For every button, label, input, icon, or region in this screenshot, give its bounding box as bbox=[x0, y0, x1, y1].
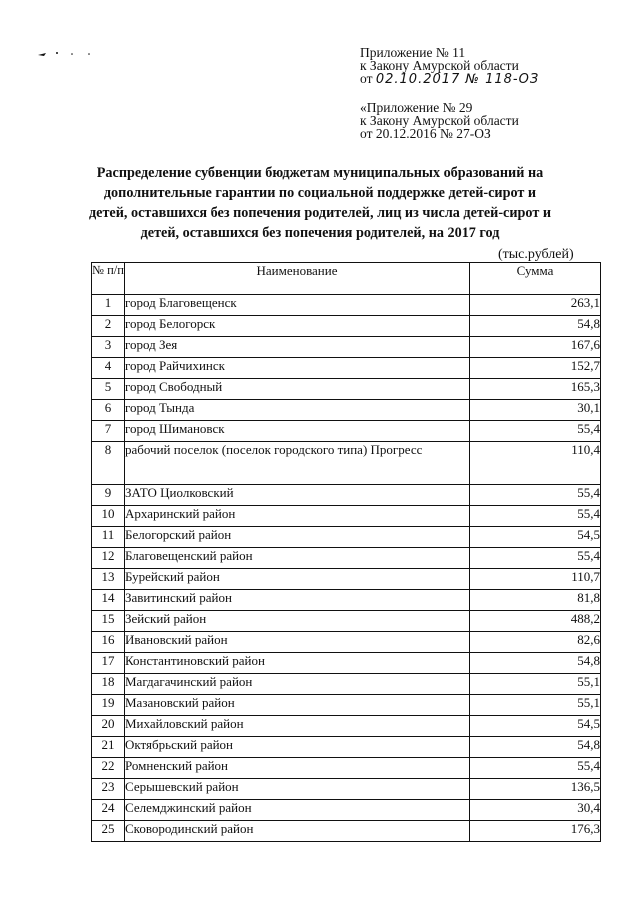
table-row bbox=[92, 316, 601, 337]
table-row bbox=[92, 653, 601, 674]
row-sum: 55,4 bbox=[470, 421, 601, 442]
row-name: Мазановский район bbox=[125, 695, 470, 716]
table-row bbox=[92, 674, 601, 695]
row-number: 17 bbox=[92, 653, 125, 674]
table-row bbox=[92, 695, 601, 716]
column-header-sum: Сумма bbox=[470, 263, 601, 295]
table-row bbox=[92, 779, 601, 800]
scan-mark bbox=[37, 50, 97, 58]
row-number: 1 bbox=[92, 295, 125, 316]
prior-appendix-law-ref: к Закону Амурской области bbox=[360, 113, 519, 128]
row-sum: 55,1 bbox=[470, 674, 601, 695]
table-row bbox=[92, 758, 601, 779]
row-name: Октябрьский район bbox=[125, 737, 470, 758]
row-name: город Белогорск bbox=[125, 316, 470, 337]
row-number: 19 bbox=[92, 695, 125, 716]
row-sum: 82,6 bbox=[470, 632, 601, 653]
row-sum: 54,5 bbox=[470, 527, 601, 548]
appendix-number: Приложение № 11 bbox=[360, 45, 466, 60]
row-name: город Благовещенск bbox=[125, 295, 470, 316]
row-sum: 152,7 bbox=[470, 358, 601, 379]
table-row bbox=[92, 421, 601, 442]
row-sum: 81,8 bbox=[470, 590, 601, 611]
row-name: Архаринский район bbox=[125, 506, 470, 527]
document-title: Распределение субвенции бюджетам муниципальных образований на дополнительные гарантии по социальной поддержке детей-сирот и детей, оставшихся без попечения родителей, лиц из числа детей-сирот и детей, оставшихся без попечения родителей, на 2017 год bbox=[88, 165, 552, 241]
table-row bbox=[92, 358, 601, 379]
row-sum: 30,1 bbox=[470, 400, 601, 421]
row-sum: 30,4 bbox=[470, 800, 601, 821]
table-row bbox=[92, 821, 601, 842]
appendix-law-ref: к Закону Амурской области bbox=[360, 58, 519, 73]
row-name: город Зея bbox=[125, 337, 470, 358]
table-row bbox=[92, 569, 601, 590]
table-row bbox=[92, 632, 601, 653]
row-name: Бурейский район bbox=[125, 569, 470, 590]
row-number: 14 bbox=[92, 590, 125, 611]
row-sum: 54,8 bbox=[470, 653, 601, 674]
row-number: 3 bbox=[92, 337, 125, 358]
row-sum: 54,8 bbox=[470, 316, 601, 337]
row-name: Серышевский район bbox=[125, 779, 470, 800]
row-name: Магдагачинский район bbox=[125, 674, 470, 695]
row-number: 10 bbox=[92, 506, 125, 527]
row-number: 22 bbox=[92, 758, 125, 779]
row-number: 18 bbox=[92, 674, 125, 695]
row-sum: 167,6 bbox=[470, 337, 601, 358]
table-row bbox=[92, 737, 601, 758]
prior-appendix-date: от 20.12.2016 № 27-ОЗ bbox=[360, 126, 491, 141]
row-number: 4 bbox=[92, 358, 125, 379]
row-name: город Свободный bbox=[125, 379, 470, 400]
row-name: Благовещенский район bbox=[125, 548, 470, 569]
row-number: 13 bbox=[92, 569, 125, 590]
column-header-number: № п/п bbox=[92, 263, 125, 295]
row-name: Белогорский район bbox=[125, 527, 470, 548]
row-sum: 55,4 bbox=[470, 758, 601, 779]
row-name: город Шимановск bbox=[125, 421, 470, 442]
row-name: Селемджинский район bbox=[125, 800, 470, 821]
row-name: Завитинский район bbox=[125, 590, 470, 611]
column-header-name: Наименование bbox=[125, 263, 470, 295]
row-number: 6 bbox=[92, 400, 125, 421]
row-number: 23 bbox=[92, 779, 125, 800]
row-number: 7 bbox=[92, 421, 125, 442]
table-row bbox=[92, 295, 601, 316]
row-number: 8 bbox=[92, 442, 125, 485]
row-sum: 110,7 bbox=[470, 569, 601, 590]
row-sum: 488,2 bbox=[470, 611, 601, 632]
distribution-table bbox=[91, 262, 601, 842]
appendix-header bbox=[360, 46, 539, 85]
row-number: 16 bbox=[92, 632, 125, 653]
row-name: Константиновский район bbox=[125, 653, 470, 674]
row-name: город Тында bbox=[125, 400, 470, 421]
table-row bbox=[92, 527, 601, 548]
row-name: Ромненский район bbox=[125, 758, 470, 779]
table-row bbox=[92, 548, 601, 569]
table-row bbox=[92, 506, 601, 527]
appendix-date-line: от 02.10.2017 № 118-ОЗ bbox=[360, 71, 540, 87]
table-row bbox=[92, 337, 601, 358]
row-number: 24 bbox=[92, 800, 125, 821]
row-name: Сковородинский район bbox=[125, 821, 470, 842]
table-row bbox=[92, 590, 601, 611]
row-name: Ивановский район bbox=[125, 632, 470, 653]
row-sum: 55,1 bbox=[470, 695, 601, 716]
row-sum: 165,3 bbox=[470, 379, 601, 400]
row-name: город Райчихинск bbox=[125, 358, 470, 379]
row-sum: 55,4 bbox=[470, 548, 601, 569]
row-sum: 54,8 bbox=[470, 737, 601, 758]
table-row bbox=[92, 800, 601, 821]
table-row bbox=[92, 716, 601, 737]
table-row bbox=[92, 442, 601, 485]
row-number: 11 bbox=[92, 527, 125, 548]
row-sum: 176,3 bbox=[470, 821, 601, 842]
row-number: 15 bbox=[92, 611, 125, 632]
row-sum: 54,5 bbox=[470, 716, 601, 737]
row-sum: 55,4 bbox=[470, 485, 601, 506]
row-number: 20 bbox=[92, 716, 125, 737]
row-number: 12 bbox=[92, 548, 125, 569]
row-number: 25 bbox=[92, 821, 125, 842]
prior-appendix-number: «Приложение № 29 bbox=[360, 100, 473, 115]
row-name: Михайловский район bbox=[125, 716, 470, 737]
row-number: 9 bbox=[92, 485, 125, 506]
table-row bbox=[92, 379, 601, 400]
table-row bbox=[92, 485, 601, 506]
row-number: 5 bbox=[92, 379, 125, 400]
row-number: 2 bbox=[92, 316, 125, 337]
table-row bbox=[92, 400, 601, 421]
row-sum: 55,4 bbox=[470, 506, 601, 527]
row-sum: 110,4 bbox=[470, 442, 601, 485]
row-number: 21 bbox=[92, 737, 125, 758]
row-name: рабочий поселок (поселок городского типа) Прогресс bbox=[125, 442, 470, 485]
prior-appendix-header bbox=[360, 101, 519, 140]
table-row bbox=[92, 611, 601, 632]
unit-label: (тыс.рублей) bbox=[498, 247, 574, 262]
row-sum: 263,1 bbox=[470, 295, 601, 316]
row-name: ЗАТО Циолковский bbox=[125, 485, 470, 506]
handwritten-date-number: 02.10.2017 № 118-ОЗ bbox=[375, 72, 540, 87]
row-name: Зейский район bbox=[125, 611, 470, 632]
row-sum: 136,5 bbox=[470, 779, 601, 800]
